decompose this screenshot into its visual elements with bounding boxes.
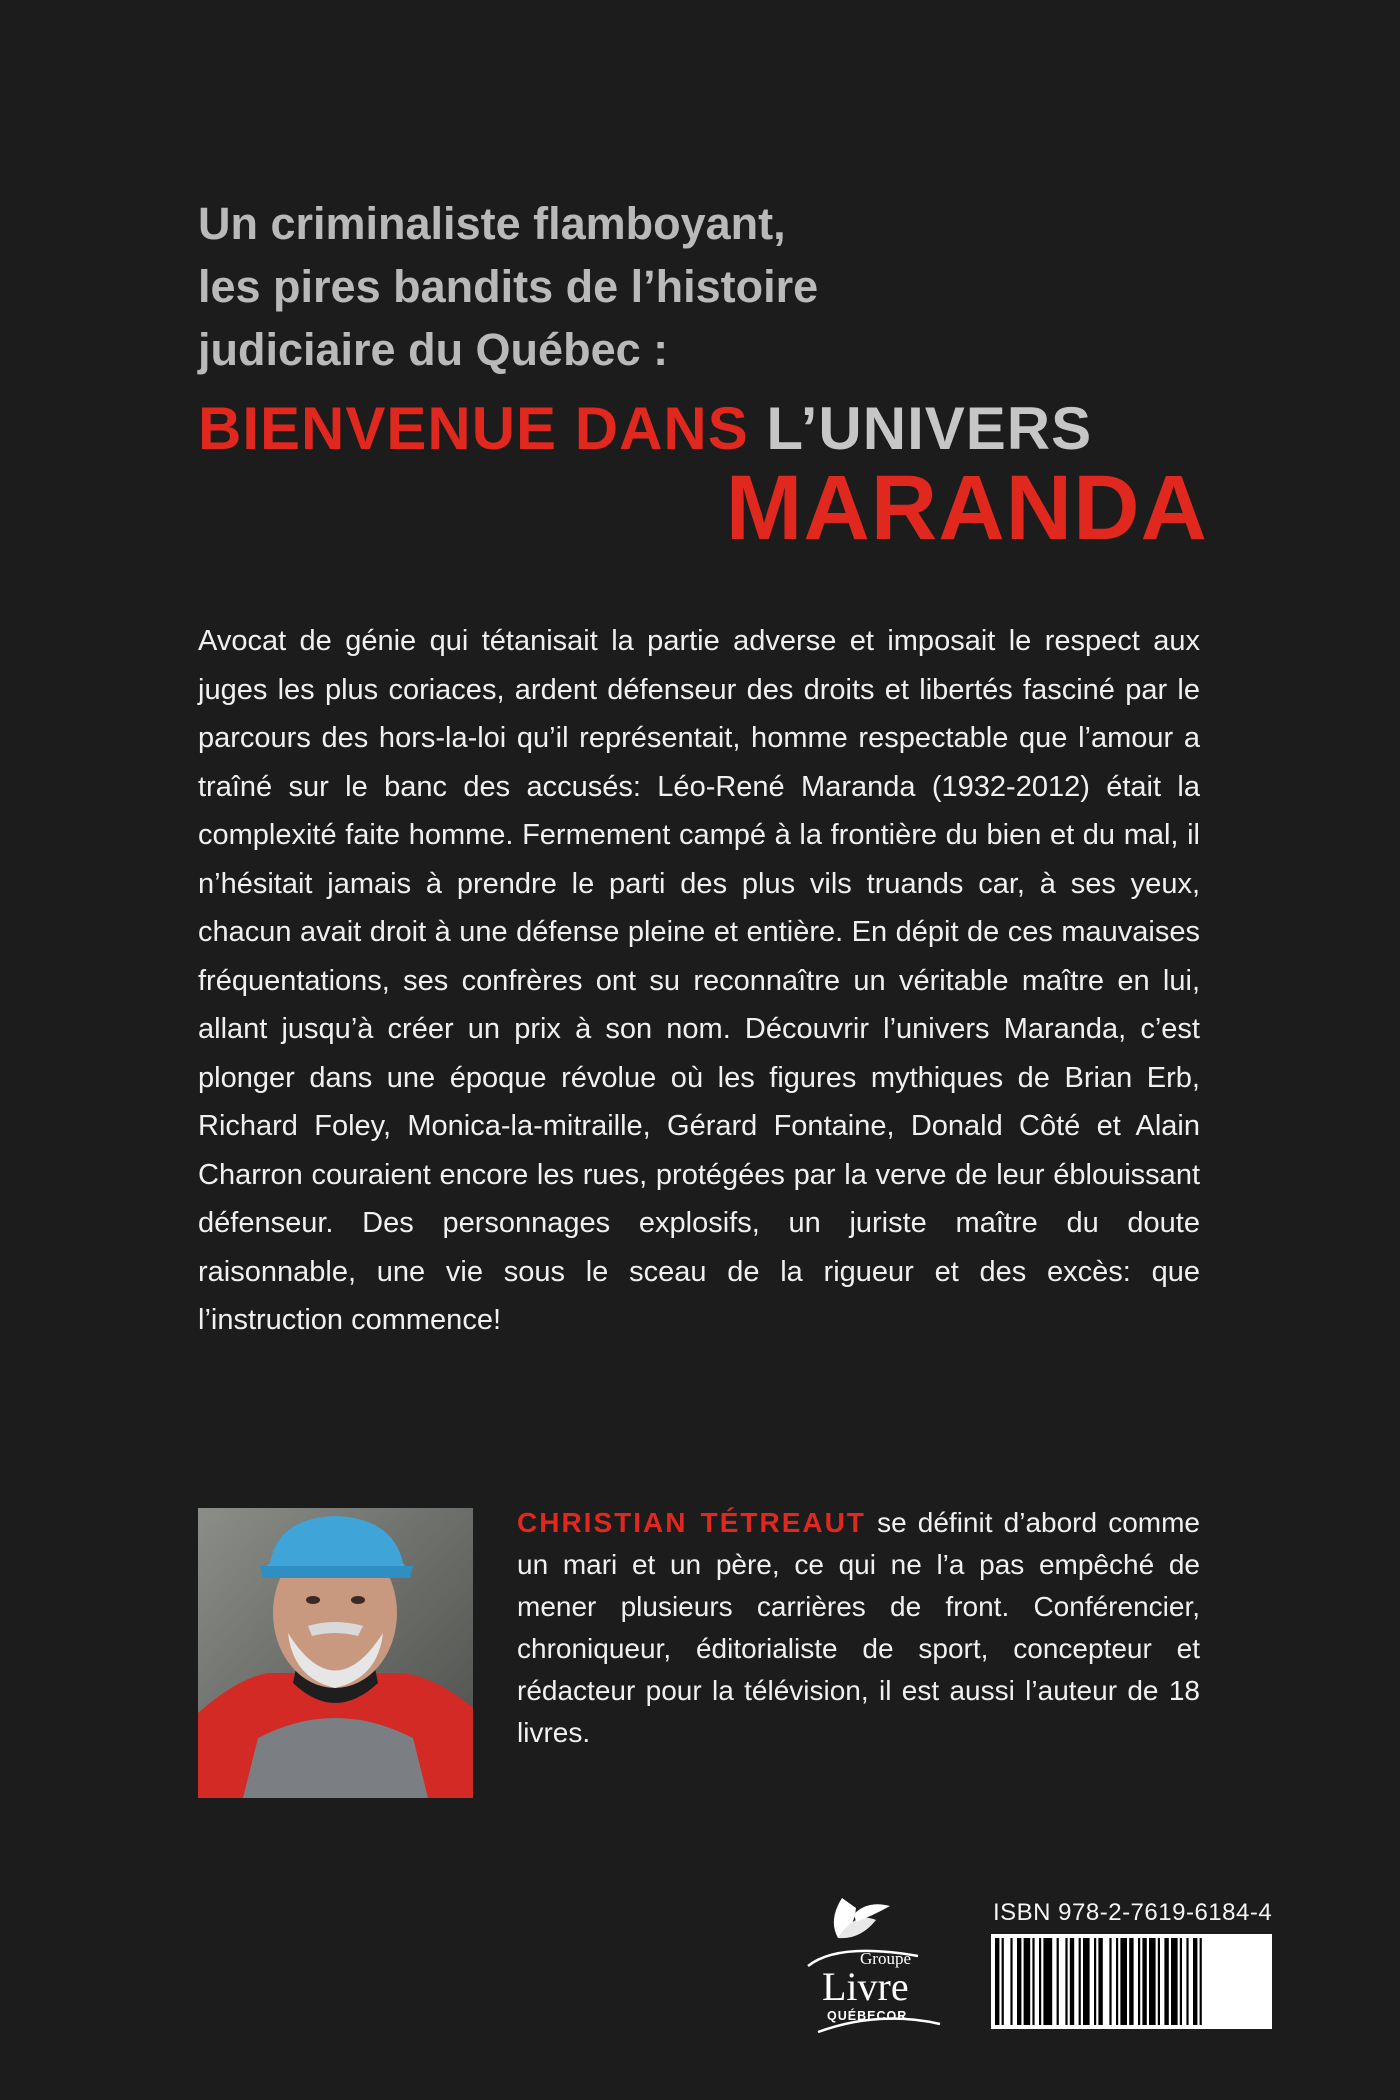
barcode-bar <box>1010 1938 1012 2025</box>
isbn-text: ISBN 978-2-7619-6184-4 <box>993 1899 1273 1926</box>
publisher-sub: QUÉBECOR <box>827 2009 908 2023</box>
headline <box>198 392 1208 559</box>
barcode-bar <box>1017 1938 1021 2025</box>
author-bio-text: se définit d’abord comme un mari et un père, ce qui ne l’a pas empêché de mener plusieurs carrières de front. Conférencier, chroniqueur, éditorialiste de sport, concepteur et rédacteur pour la télévision, il est aussi l’auteur de 18 livres. <box>517 1507 1201 1748</box>
author-name: CHRISTIAN TÉTREAUT <box>517 1507 866 1538</box>
tagline-line-2: les pires bandits de l’histoire <box>198 261 819 312</box>
author-bio <box>517 1502 1200 1754</box>
tagline-line-3: judiciaire du Québec : <box>198 324 669 375</box>
barcode-bar <box>1002 1938 1004 2025</box>
barcode-bar <box>1164 1938 1168 2025</box>
barcode-bar <box>1094 1938 1096 2025</box>
barcode-bar <box>1083 1938 1090 2025</box>
publisher-group: Groupe <box>860 1949 911 1968</box>
barcode-bar <box>1149 1938 1156 2025</box>
headline-row-1 <box>198 392 1208 466</box>
barcode-bar <box>995 1938 999 2025</box>
barcode-bar <box>1200 1938 1202 2025</box>
barcode-bar <box>1032 1938 1034 2025</box>
publisher-logo-icon <box>798 1892 958 2044</box>
barcode-bar <box>1158 1938 1160 2025</box>
barcode-bar <box>1065 1938 1067 2025</box>
headline-part-1: BIENVENUE DANS <box>198 395 749 462</box>
barcode-bar <box>1129 1938 1133 2025</box>
barcode-bar <box>1120 1938 1127 2025</box>
barcode-bar <box>1193 1938 1197 2025</box>
barcode-bar <box>1171 1938 1178 2025</box>
barcode-bar <box>1039 1938 1041 2025</box>
tagline-line-1: Un criminaliste flamboyant, <box>198 198 786 249</box>
book-blurb: Avocat de génie qui tétanisait la partie adverse et imposait le respect aux juges les plus coriaces, ardent défenseur des droits et libertés fasciné par le parcours des hors-la-loi qu’il représentait, homme respectable que l’amour a traîné sur le banc des accusés: Léo-René Maranda (1932-2012) était la complexité faite homme. Fermement campé à la frontière du bien et du mal, il n’hésitait jamais à prendre le parti des plus vils truands car, à ses yeux, chacun avait droit à une défense pleine et entière. En dépit de ces mauvaises fréquentations, ses confrères ont su reconnaître un véritable maître en lui, allant jusqu’à créer un prix à son nom. Découvrir l’univers Maranda, c’est plonger dans une époque révolue où les figures mythiques de Brian Erb, Richard Foley, Monica-la-mitraille, Gérard Fontaine, Donald Côté et Alain Charron couraient encore les rues, protégées par la verve de leur éblouissant défenseur. Des personnages explosifs, un juriste maître du doute raisonnable, une vie sous le sceau de la rigueur et des excès: que l’instruction commence! <box>198 625 1200 1336</box>
barcode-bar <box>1109 1938 1111 2025</box>
barcode-bar <box>1057 1938 1059 2025</box>
publisher-name: Livre <box>822 1964 909 2009</box>
barcode-bar <box>1186 1938 1188 2025</box>
author-photo <box>198 1508 473 1798</box>
barcode-bar <box>1142 1938 1146 2025</box>
barcode-bar <box>1116 1938 1118 2025</box>
barcode-bar <box>1138 1938 1140 2025</box>
barcode-bar <box>1079 1938 1081 2025</box>
barcode-bar <box>1024 1938 1031 2025</box>
barcode-bar <box>1070 1938 1074 2025</box>
barcode-bar <box>1180 1938 1182 2025</box>
tagline <box>198 192 1198 381</box>
barcode-icon <box>991 1934 1272 2029</box>
barcode-bar <box>1098 1938 1102 2025</box>
headline-part-3: MARANDA <box>725 457 1208 559</box>
barcode-bar <box>1043 1938 1052 2025</box>
headline-part-2: L’UNIVERS <box>766 395 1093 462</box>
